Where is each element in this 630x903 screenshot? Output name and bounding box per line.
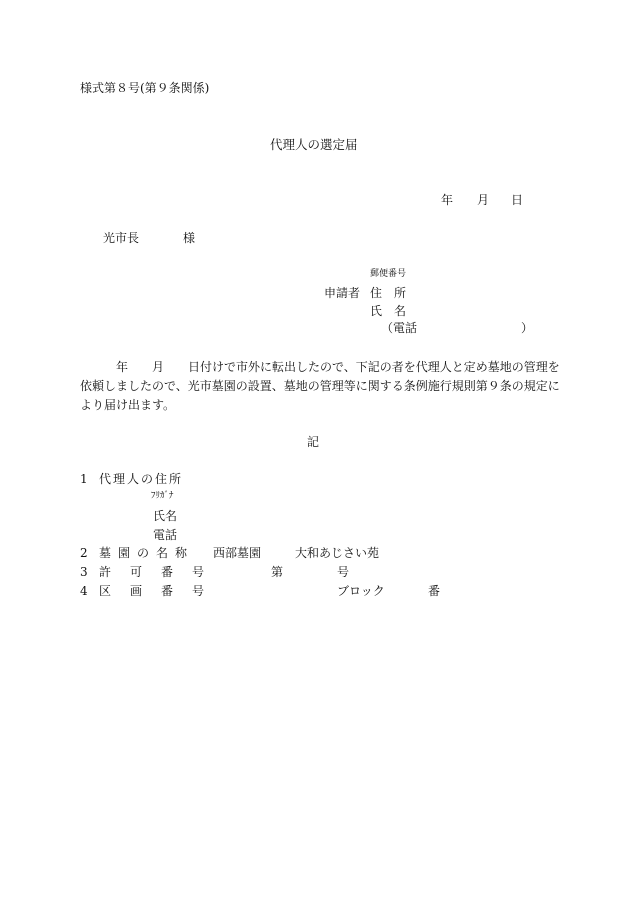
item-4-ban: 番	[428, 584, 441, 598]
date-month-label: 月	[477, 193, 490, 207]
item-4-block: ブロック	[337, 584, 385, 598]
phone-open-label: （電話	[381, 321, 418, 335]
item-3-label: 許可番号	[99, 565, 224, 579]
date-day-label: 日	[511, 193, 524, 207]
item-4-label: 区画番号	[99, 584, 224, 598]
item-3-number: 3	[80, 565, 88, 579]
date-year-label: 年	[441, 193, 454, 207]
item-1-phone: 電話	[153, 528, 178, 542]
body-paragraph	[80, 358, 560, 415]
item-1-furigana: ﾌﾘｶﾞﾅ	[151, 491, 174, 501]
item-2-option-2: 大和あじさい苑	[295, 546, 380, 560]
item-1-label: 代理人の住所	[99, 472, 184, 486]
item-2-number: 2	[80, 546, 88, 560]
form-number: 様式第８号(第９条関係)	[80, 81, 210, 95]
document-title: 代理人の選定届	[270, 137, 358, 152]
body-line-2: 依頼しましたので、光市墓園の設置、墓地の管理等に関する条例施行規則第９条の規定に	[80, 379, 560, 393]
item-3-suffix: 号	[337, 565, 350, 579]
item-2-label: 墓園の名称	[99, 546, 195, 560]
addressee-name: 光市長	[103, 231, 140, 245]
ki-heading: 記	[307, 435, 320, 449]
name-label: 氏 名	[370, 304, 407, 318]
address-label: 住 所	[370, 286, 407, 300]
phone-close-paren: ）	[521, 321, 534, 335]
item-3-prefix: 第	[271, 565, 284, 579]
applicant-label: 申請者	[324, 286, 361, 300]
body-line-3: より届け出ます。	[80, 398, 176, 412]
item-1-name: 氏名	[153, 509, 178, 523]
body-line-1: 年 月 日付けで市外に転出したので、下記の者を代理人と定め墓地の管理を	[80, 360, 560, 374]
item-2-option-1: 西部墓園	[213, 546, 262, 560]
item-4-number: 4	[80, 584, 88, 598]
postal-code-label: 郵便番号	[370, 269, 407, 279]
addressee-honorific: 様	[183, 231, 196, 245]
item-1-number: 1	[80, 472, 88, 486]
